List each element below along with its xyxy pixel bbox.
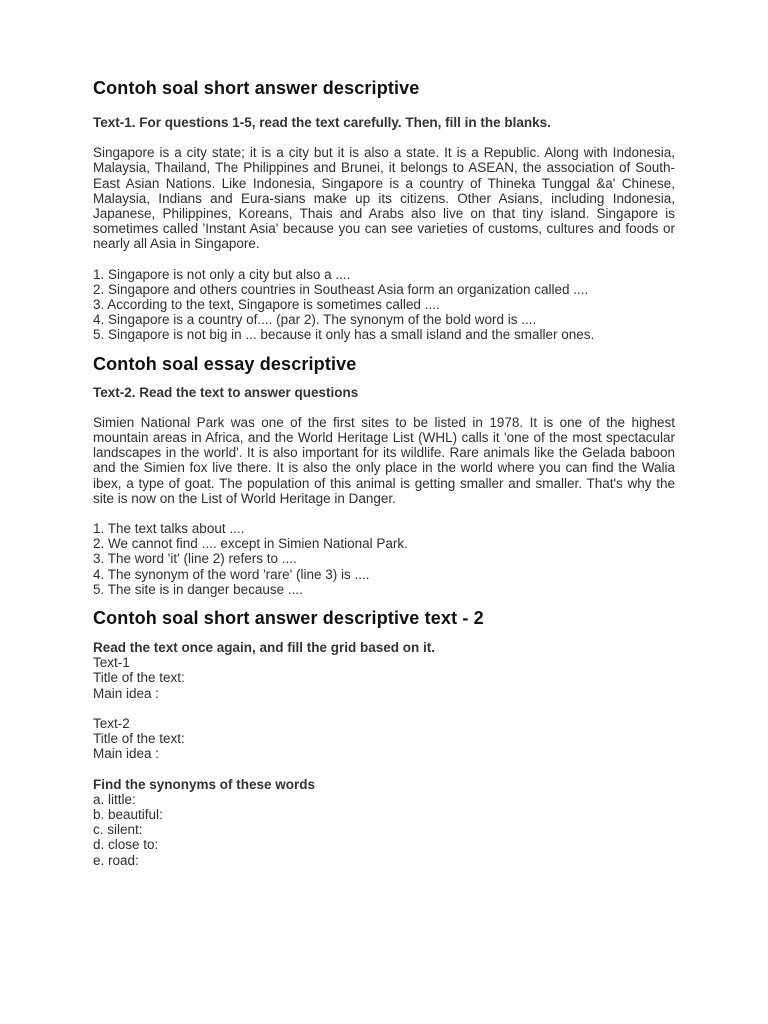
synonym-item: e. road: — [93, 852, 139, 868]
question-item: 3. According to the text, Singapore is sometimes called .... — [93, 297, 440, 313]
synonym-item: b. beautiful: — [93, 806, 163, 822]
question-item: 1. The text talks about .... — [93, 521, 245, 537]
section-2-questions — [93, 521, 675, 597]
question-item: 5. Singapore is not big in ... because it only has a small island and the smaller ones. — [93, 327, 595, 343]
section-1-heading: Contoh soal short answer descriptive — [93, 78, 420, 98]
question-item: 4. Singapore is a country of.... (par 2). The synonym of the bold word is .... — [93, 312, 537, 328]
synonym-item: d. close to: — [93, 837, 159, 853]
section-2-text: Simien National Park was one of the first sites to be listed in 1978. It is one of the highest mountain areas in Africa, and the World Heritage List (WHL) calls it 'one of the most spectacular landscapes in the world'. It is also important for its wildlife. Rare animals like the Gelada baboon and the Simien fox live there. It is also the only place in the world where you can find the Walia ibex, a type of goat. The population of this animal is getting smaller and smaller. That's why the site is now on the List of World Heritage in Danger. — [93, 414, 675, 506]
question-item: 5. The site is in danger because .... — [93, 581, 303, 597]
grid-line: Title of the text: — [93, 731, 185, 747]
synonym-item: c. silent: — [93, 822, 143, 838]
section-2-instruction: Text-2. Read the text to answer questions — [93, 384, 359, 400]
synonym-item: a. little: — [93, 791, 136, 807]
section-3-instruction: Read the text once again, and fill the grid based on it. — [93, 640, 436, 656]
question-item: 3. The word 'it' (line 2) refers to .... — [93, 551, 297, 567]
question-item: 2. We cannot find .... except in Simien National Park. — [93, 536, 408, 552]
grid-line: Text-2 — [93, 715, 130, 731]
grid-text-2 — [93, 716, 675, 762]
grid-line: Title of the text: — [93, 670, 185, 686]
question-item: 2. Singapore and others countries in Southeast Asia form an organization called .... — [93, 281, 589, 297]
section-1-text: Singapore is a city state; it is a city but it is also a state. It is a Republic. Along with Indonesia, Malaysia, Thailand, The Philippines and Brunei, it belongs to ASEAN, the association of South-East Asian Nations. Like Indonesia, Singapore is a country of Thineka Tunggal &a' Chinese, Malaysia, Indians and Eura-sians make up its citizens. Other Asians, including Indonesia, Japanese, Philippines, Koreans, Thais and Arabs also live on that tiny island. Singapore is sometimes called 'Instant Asia' because you can see varieties of customs, cultures and foods or nearly all Asia in Singapore. — [93, 145, 675, 252]
grid-line: Text-1 — [93, 655, 130, 671]
question-item: 4. The synonym of the word 'rare' (line 3) is .... — [93, 566, 370, 582]
grid-line: Main idea : — [93, 685, 160, 701]
synonyms-heading: Find the synonyms of these words — [93, 776, 316, 792]
synonyms-list — [93, 792, 675, 868]
question-item: 1. Singapore is not only a city but also a .... — [93, 266, 351, 282]
section-2-heading: Contoh soal essay descriptive — [93, 353, 357, 374]
section-1-questions — [93, 267, 675, 343]
grid-line: Main idea : — [93, 746, 160, 762]
section-3-heading: Contoh soal short answer descriptive text - 2 — [93, 608, 484, 629]
document-page — [93, 76, 675, 868]
section-1-instruction: Text-1. For questions 1-5, read the text carefully. Then, fill in the blanks. — [93, 115, 551, 130]
grid-text-1 — [93, 655, 675, 701]
